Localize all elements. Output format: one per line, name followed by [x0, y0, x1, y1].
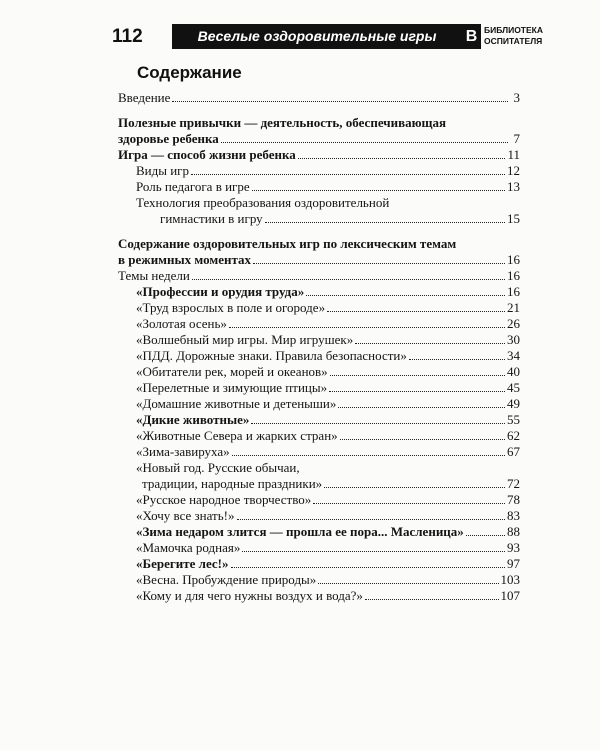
- toc-entry-page: 88: [507, 524, 520, 539]
- dot-leader: [306, 295, 505, 296]
- toc-entry-page: 12: [507, 163, 520, 178]
- toc-entry-title: «Золотая осень»: [136, 316, 227, 331]
- toc-entry-title: «Обитатели рек, морей и океанов»: [136, 364, 328, 379]
- toc-entry-theme[interactable]: [118, 492, 520, 508]
- dot-leader: [327, 311, 505, 312]
- toc-entry-game-types[interactable]: [118, 163, 520, 179]
- dot-leader: [192, 279, 505, 280]
- toc-entry-page: 16: [507, 284, 520, 299]
- toc-entry-page: 103: [500, 572, 520, 587]
- dot-leader: [330, 375, 505, 376]
- toc-entry-title: «Зима недаром злится — прошла ее пора... Масленица»: [136, 524, 464, 539]
- toc-entry-title-cont: в режимных моментах: [118, 252, 252, 267]
- toc-entry-page: 15: [507, 211, 520, 226]
- toc-entry-page: 55: [507, 412, 520, 427]
- toc-entry-title: «Труд взрослых в поле и огороде»: [136, 300, 326, 315]
- toc-entry-theme[interactable]: [118, 316, 520, 332]
- toc-entry-title: «Дикие животные»: [136, 412, 250, 427]
- series-title-line2: ОСПИТАТЕЛЯ: [484, 36, 543, 46]
- toc-entry-theme[interactable]: [118, 572, 520, 588]
- toc-entry-theme[interactable]: [118, 380, 520, 396]
- toc-entry-theme[interactable]: [118, 540, 520, 556]
- page-number: 112: [112, 26, 143, 47]
- dot-leader: [409, 359, 505, 360]
- toc-entry-title: «Домашние животные и детеныши»: [136, 396, 337, 411]
- series-logo: [462, 24, 543, 49]
- toc-entry-theme[interactable]: [118, 460, 520, 492]
- toc-entry-title: Игра — способ жизни ребенка: [118, 147, 296, 162]
- toc-entry-title-cont: гимнастики в игру: [160, 211, 263, 226]
- dot-leader: [298, 158, 506, 159]
- toc-entry-page: 16: [507, 268, 520, 283]
- toc-entry-page: 13: [507, 179, 520, 194]
- toc-entry-title: «Волшебный мир игры. Мир игрушек»: [136, 332, 354, 347]
- toc-entry-theme[interactable]: [118, 332, 520, 348]
- dot-leader: [318, 583, 498, 584]
- toc-entry-title-cont: традиции, народные праздники»: [142, 476, 323, 491]
- toc-entry-title: «Весна. Пробуждение природы»: [136, 572, 317, 587]
- toc-entry-page: 7: [513, 131, 520, 146]
- dot-leader: [253, 263, 505, 264]
- toc-entry-title-cont: здоровье ребенка: [118, 131, 219, 146]
- dot-leader: [338, 407, 505, 408]
- toc-entry-page: 72: [507, 476, 520, 491]
- toc-entry-title: Технология преобразования оздоровительной: [136, 195, 390, 210]
- dot-leader: [172, 101, 508, 102]
- toc-entry-theme[interactable]: [118, 364, 520, 380]
- dot-leader: [232, 455, 505, 456]
- dot-leader: [251, 423, 505, 424]
- toc-entry-title: «Перелетные и зимующие птицы»: [136, 380, 328, 395]
- dot-leader: [231, 567, 506, 568]
- series-title-line1: БИБЛИОТЕКА: [484, 25, 543, 35]
- dot-leader: [252, 190, 505, 191]
- toc-entry-theme[interactable]: [118, 508, 520, 524]
- toc-entry-title: Роль педагога в игре: [136, 179, 250, 194]
- toc-entry-page: 83: [507, 508, 520, 523]
- running-header: [112, 24, 543, 50]
- dot-leader: [466, 535, 505, 536]
- dot-leader: [265, 222, 505, 223]
- toc-entry-page: 11: [507, 147, 520, 162]
- toc-entry-theme[interactable]: [118, 524, 520, 540]
- toc-entry-page: 3: [513, 90, 520, 105]
- toc-entry-theme[interactable]: [118, 588, 520, 604]
- dot-leader: [229, 327, 505, 328]
- table-of-contents: [118, 90, 520, 604]
- toc-entry-page: 34: [507, 348, 520, 363]
- toc-entry-page: 45: [507, 380, 520, 395]
- toc-entry-page: 30: [507, 332, 520, 347]
- toc-entry-title: Темы недели: [118, 268, 190, 283]
- toc-entry-theme[interactable]: [118, 444, 520, 460]
- toc-entry-title: «Берегите лес!»: [136, 556, 229, 571]
- toc-entry-title: Виды игр: [136, 163, 190, 178]
- toc-entry-theme[interactable]: [118, 396, 520, 412]
- dot-leader: [329, 391, 505, 392]
- dot-leader: [221, 142, 508, 143]
- toc-entry-title: Содержание оздоровительных игр по лексическим темам: [118, 236, 457, 251]
- series-title: [484, 25, 543, 47]
- dot-leader: [365, 599, 499, 600]
- toc-entry-page: 62: [507, 428, 520, 443]
- toc-entry-weekly-themes[interactable]: [118, 268, 520, 284]
- series-letter: В: [462, 24, 481, 49]
- toc-entry-page: 67: [507, 444, 520, 459]
- toc-entry-page: 49: [507, 396, 520, 411]
- toc-entry-title: Полезные привычки — деятельность, обеспечивающая: [118, 115, 447, 130]
- toc-entry-page: 26: [507, 316, 520, 331]
- dot-leader: [340, 439, 505, 440]
- toc-entry-section-1[interactable]: [118, 115, 520, 147]
- toc-entry-title: «Кому и для чего нужны воздух и вода?»: [136, 588, 363, 603]
- toc-entry-technology[interactable]: [118, 195, 520, 227]
- toc-heading: Содержание: [137, 63, 242, 82]
- toc-entry-theme[interactable]: [118, 300, 520, 316]
- running-title: Веселые оздоровительные игры: [172, 24, 462, 49]
- dot-leader: [324, 487, 505, 488]
- toc-entry-theme[interactable]: [118, 556, 520, 572]
- toc-entry-page: 78: [507, 492, 520, 507]
- toc-entry-page: 16: [507, 252, 520, 267]
- toc-entry-page: 93: [507, 540, 520, 555]
- toc-entry-title: «Животные Севера и жарких стран»: [136, 428, 338, 443]
- dot-leader: [313, 503, 505, 504]
- toc-entry-section-2[interactable]: [118, 147, 520, 163]
- toc-entry-title: «Мамочка родная»: [136, 540, 241, 555]
- toc-entry-title: «Новый год. Русские обычаи,: [136, 460, 300, 475]
- toc-entry-intro[interactable]: [118, 90, 520, 106]
- toc-entry-title: «Русское народное творчество»: [136, 492, 312, 507]
- toc-entry-teacher-role[interactable]: [118, 179, 520, 195]
- toc-entry-theme[interactable]: [118, 348, 520, 364]
- toc-entry-page: 107: [500, 588, 520, 603]
- dot-leader: [242, 551, 505, 552]
- toc-entry-title: «Хочу все знать!»: [136, 508, 235, 523]
- dot-leader: [355, 343, 505, 344]
- toc-entry-page: 21: [507, 300, 520, 315]
- toc-entry-section-3[interactable]: [118, 236, 520, 268]
- toc-entry-title: Введение: [118, 90, 171, 105]
- toc-entry-page: 97: [507, 556, 520, 571]
- dot-leader: [237, 519, 506, 520]
- toc-entry-theme[interactable]: [118, 284, 520, 300]
- dot-leader: [191, 174, 505, 175]
- toc-entry-title: «Профессии и орудия труда»: [136, 284, 305, 299]
- toc-entry-title: «ПДД. Дорожные знаки. Правила безопасности»: [136, 348, 407, 363]
- toc-entry-theme[interactable]: [118, 428, 520, 444]
- toc-entry-title: «Зима-завируха»: [136, 444, 230, 459]
- toc-entry-theme[interactable]: [118, 412, 520, 428]
- toc-entry-page: 40: [507, 364, 520, 379]
